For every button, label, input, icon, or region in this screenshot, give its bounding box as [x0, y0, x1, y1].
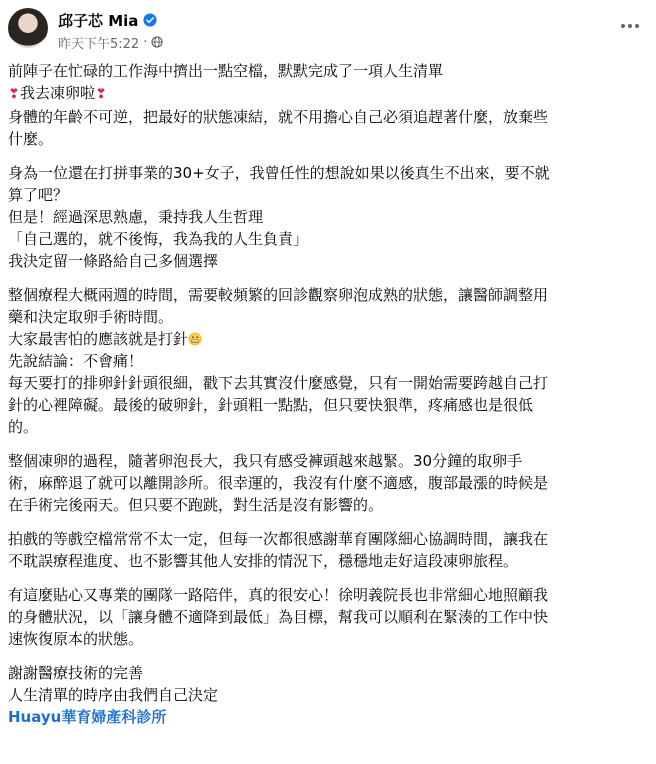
post-line: 什麼。 — [8, 130, 54, 148]
post-line: 的。 — [8, 418, 39, 436]
post-line-with-icon — [8, 328, 648, 350]
post-line: 人生清單的時序由我們自己決定 — [8, 686, 219, 704]
more-options-button[interactable] — [616, 14, 644, 38]
paragraph-gap — [8, 272, 648, 284]
post-line: 算了吧？ — [8, 186, 69, 204]
grimacing-face-icon — [188, 332, 202, 346]
post-body — [8, 60, 648, 728]
post-line — [8, 706, 648, 728]
post-line: 先說結論：不會痛！ — [8, 352, 144, 370]
post-line: 的身體狀況，以「讓身體不適降到最低」為目標，幫我可以順利在緊湊的工作中快 — [8, 608, 549, 626]
post-line: 前陣子在忙碌的工作海中擠出一點空檔，默默完成了一項人生清單 — [8, 62, 444, 80]
timestamp[interactable]: 昨天下午5:22 — [58, 36, 140, 52]
clinic-page-link[interactable]: Huayu華育婦產科診所 — [8, 708, 167, 726]
post-line: 謝謝醫療技術的完善 — [8, 664, 144, 682]
post-line: 身體的年齡不可逆，把最好的狀態凍結，就不用擔心自己必須追趕著什麼，放棄些 — [8, 108, 549, 126]
post-line: 身為一位還在打拼事業的30+女子，我曾任性的想說如果以後真生不出來，要不就 — [8, 164, 550, 182]
more-dot — [635, 24, 639, 28]
paragraph-gap — [8, 572, 648, 584]
author-row — [58, 10, 157, 30]
more-dot — [628, 24, 632, 28]
pushpin-icon: ❣ — [95, 87, 107, 102]
avatar[interactable] — [8, 8, 48, 48]
post-line: 整個凍卵的過程，隨著卵泡長大，我只有感受褲頭越來越緊。30分鐘的取卵手 — [8, 452, 523, 470]
post-line: 針的心裡障礙。最後的破卵針，針頭粗一點點，但只要快狠準，疼痛感也是很低 — [8, 396, 534, 414]
meta-separator: · — [143, 34, 148, 50]
post-line-text: 大家最害怕的應該就是打針 — [8, 330, 189, 348]
post-line-text: 我去凍卵啦 — [20, 84, 96, 102]
post-header — [8, 8, 648, 54]
globe-icon[interactable] — [151, 36, 163, 48]
more-dot — [621, 24, 625, 28]
post-line: 整個療程大概兩週的時間，需要較頻繁的回診觀察卵泡成熟的狀態，讓醫師調整用 — [8, 286, 549, 304]
post-meta — [58, 34, 163, 50]
paragraph-gap — [8, 650, 648, 662]
post-line: 拍戲的等戲空檔常常不太一定，但每一次都很感謝華育團隊細心協調時間，讓我在 — [8, 530, 549, 548]
post-line: 不耽誤療程進度、也不影響其他人安排的情況下，穩穩地走好這段凍卵旅程。 — [8, 552, 519, 570]
post-line: 但是！經過深思熟慮，秉持我人生哲理 — [8, 208, 264, 226]
post-line: 藥和決定取卵手術時間。 — [8, 308, 174, 326]
post-line: 有這麼貼心又專業的團隊一路陪伴，真的很安心！徐明義院長也非常細心地照顧我 — [8, 586, 549, 604]
pushpin-icon: ❣ — [8, 87, 20, 102]
post-line: 術，麻醉退了就可以離開診所。很幸運的，我沒有什麼不適感，腹部最漲的時候是 — [8, 474, 549, 492]
paragraph-gap — [8, 438, 648, 450]
post-line: 在手術完後兩天。但只要不跑跳，對生活是沒有影響的。 — [8, 496, 384, 514]
post-line: 「自己選的，就不後悔，我為我的人生負責」 — [8, 230, 309, 248]
post-line: 速恢復原本的狀態。 — [8, 630, 144, 648]
paragraph-gap — [8, 516, 648, 528]
post-line-with-icons — [8, 82, 648, 106]
paragraph-gap — [8, 150, 648, 162]
post-line: 我決定留一條路給自己多個選擇 — [8, 252, 219, 270]
post-line: 每天要打的排卵針針頭很細，戳下去其實沒什麼感覺，只有一開始需要跨越自己打 — [8, 374, 549, 392]
author-name[interactable]: 邱子芯 Mia — [58, 11, 139, 30]
verified-badge-icon — [143, 13, 157, 27]
